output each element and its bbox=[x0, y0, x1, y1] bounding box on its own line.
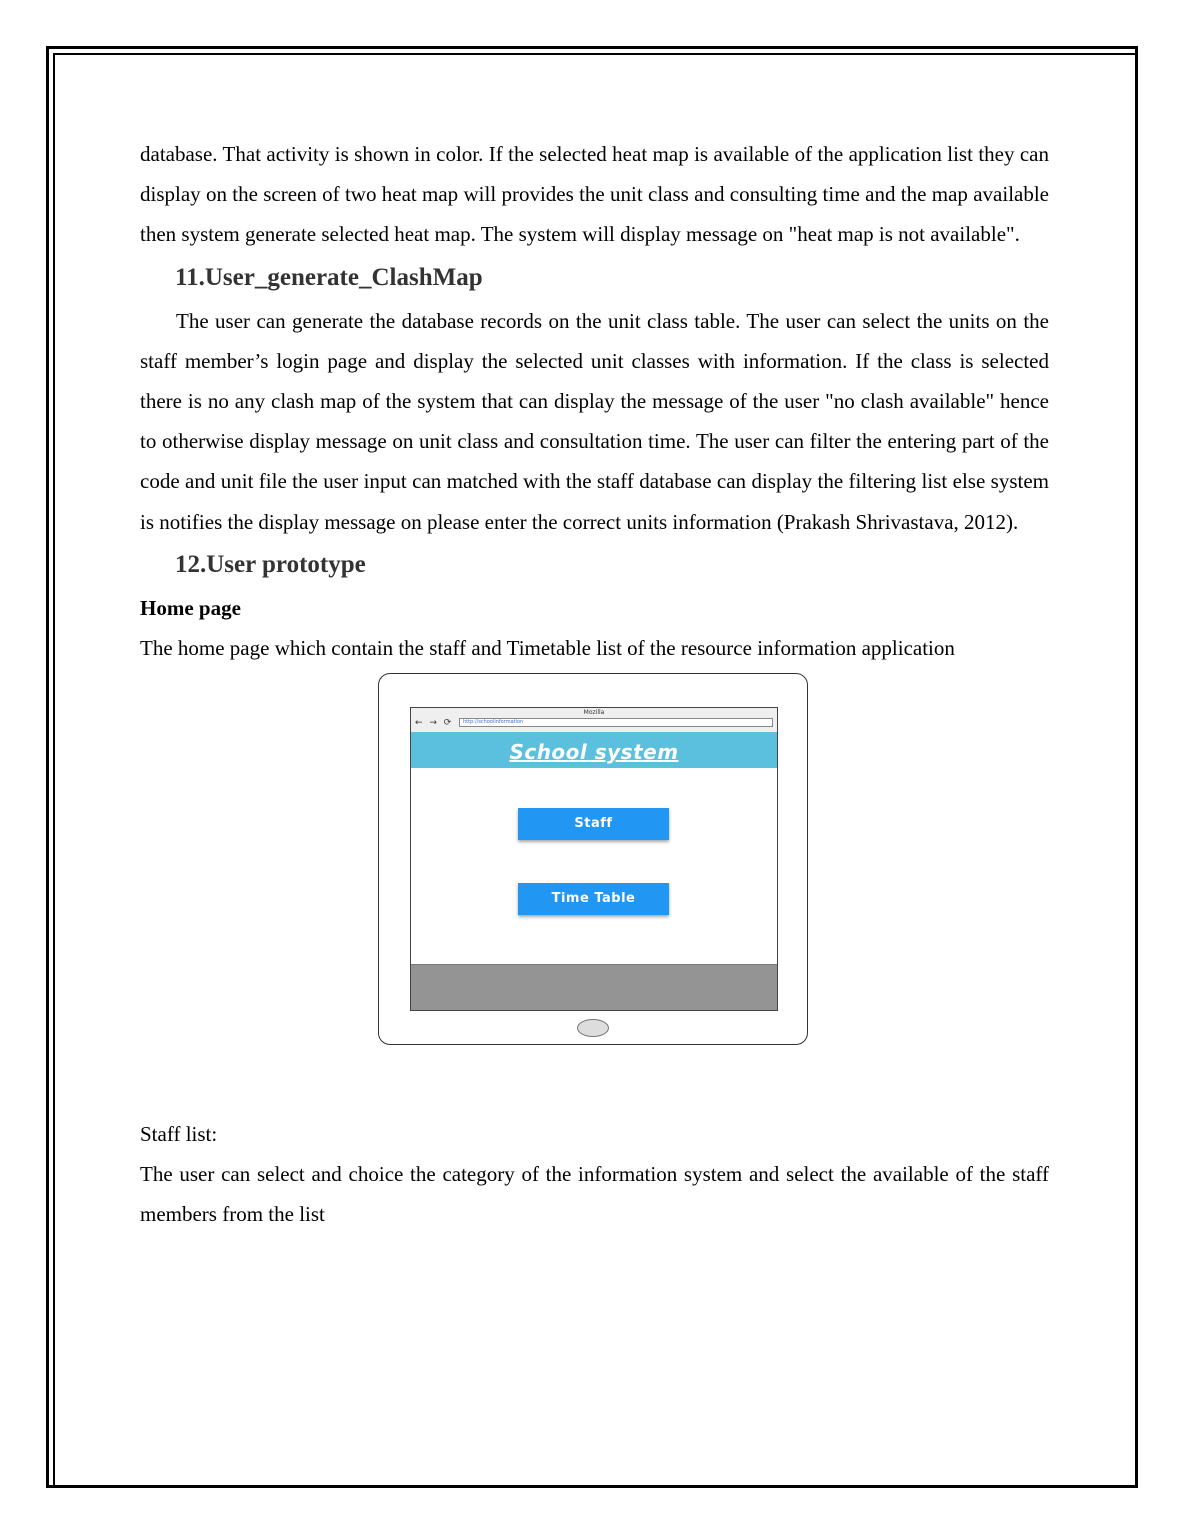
app-title: School system bbox=[509, 740, 679, 765]
app-footer bbox=[411, 964, 777, 1010]
paragraph-heatmap: database. That activity is shown in color. If the selected heat map is available of the application list they can display on the screen of two heat map will provides the unit class and consulting time and the map available then system generate selected heat map. The system will display message on "heat map is not available". bbox=[140, 142, 1049, 247]
section-heading-prototype: 12.User prototype bbox=[175, 550, 366, 578]
timetable-button[interactable]: Time Table bbox=[518, 883, 669, 915]
tablet-screen bbox=[410, 707, 778, 1011]
staff-button[interactable]: Staff bbox=[518, 808, 669, 840]
home-page-heading: Home page bbox=[140, 595, 241, 620]
figure-home-page-mockup bbox=[140, 668, 1049, 1114]
browser-title: Mozilla bbox=[583, 709, 605, 717]
app-header bbox=[411, 732, 777, 768]
browser-url-input[interactable]: http://schoolinformation bbox=[459, 718, 773, 727]
document-body bbox=[140, 134, 1049, 1235]
staff-list-heading: Staff list: bbox=[140, 1122, 218, 1147]
home-page-description: The home page which contain the staff and Timetable list of the resource information application bbox=[140, 635, 955, 660]
staff-list-description: The user can select and choice the category of the information system and select the available of the staff members from the list bbox=[140, 1162, 1049, 1227]
tablet-frame bbox=[378, 673, 808, 1045]
paragraph-clashmap: The user can generate the database records on the unit class table. The user can select the units on the staff member’s login page and display the selected unit classes with information. If the class is selected there is no any clash map of the system that can display the message of the user "no clash available" hence to otherwise display message on unit class and consultation time. The user can filter the entering part of the code and unit file the user input can matched with the staff database can display the filtering list else system is notifies the display message on please enter the correct units information (Prakash Shrivastava, 2012). bbox=[140, 308, 1049, 534]
section-heading-clashmap: 11.User_generate_ClashMap bbox=[175, 263, 483, 291]
tablet-home-button[interactable] bbox=[577, 1019, 609, 1037]
browser-nav-icon[interactable]: ← → ⟳ bbox=[415, 718, 454, 729]
browser-toolbar bbox=[411, 708, 777, 733]
